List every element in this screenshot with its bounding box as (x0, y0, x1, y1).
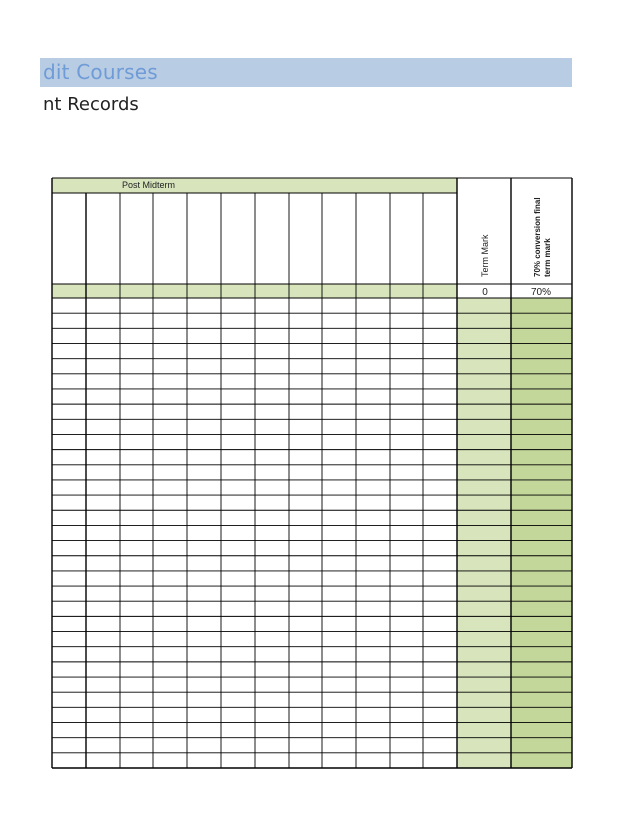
conversion-header-line-1: 70% conversion final (533, 197, 542, 277)
post-midterm-header: Post Midterm (122, 180, 176, 190)
summary-row-fill (52, 284, 457, 298)
conversion-column-fill (511, 298, 572, 768)
page-subtitle: nt Records (43, 94, 139, 115)
summary-conversion: 70% (530, 287, 552, 298)
summary-term-mark: 0 (482, 287, 488, 298)
page-title: dit Courses (43, 60, 158, 84)
term-mark-header: Term Mark (480, 234, 490, 277)
term-mark-column-fill (457, 298, 511, 768)
conversion-header-line-2: term mark (543, 238, 552, 277)
conversion-header (533, 195, 552, 277)
section-header-fill (52, 178, 457, 193)
